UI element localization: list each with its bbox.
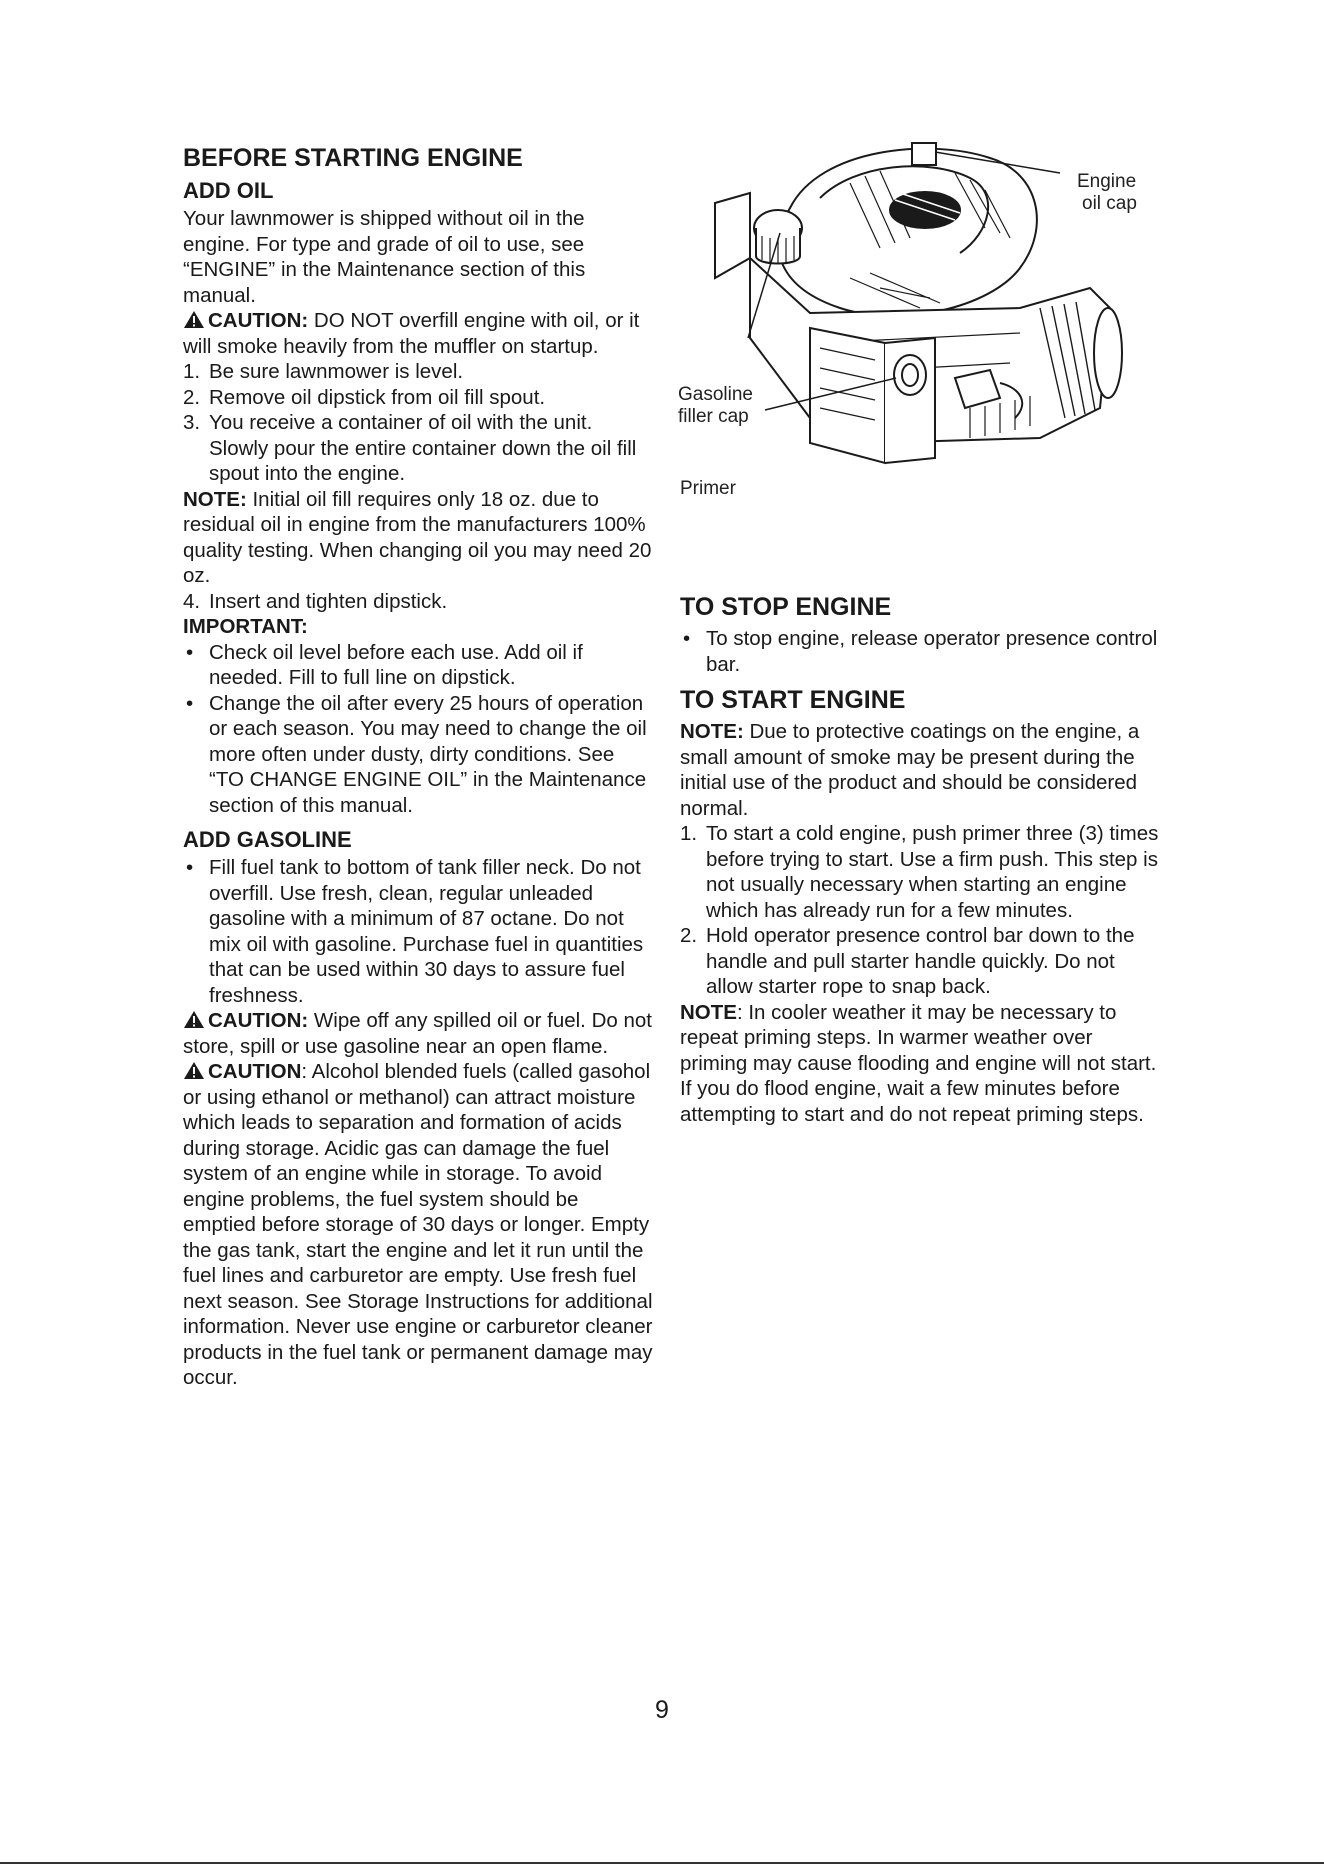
oil-caution <box>183 308 653 359</box>
start-note-1 <box>680 719 1160 821</box>
caution-label: CAUTION: <box>208 309 309 332</box>
engine-illustration <box>670 138 1170 523</box>
caution-text: : Alcohol blended fuels (called gasohol or using ethanol or methanol) can attract moisture which leads to separation and formation of acids during storage. Acidic gas can damage the fuel system of an engine while in storage. To avoid engine problems, the fuel system should be emptied before storage of 30 days or longer. Empty the gas tank, start the engine and let it run until the fuel lines and carburetor are empty. Use fresh fuel next season. See Storage Instructions for additional information. Never use engine or carburetor cleaner products in the fuel tank or permanent damage may occur. <box>183 1060 653 1389</box>
start-note-2 <box>680 1000 1160 1128</box>
list-item <box>680 923 1160 1000</box>
caution-label: CAUTION <box>208 1060 302 1083</box>
page-number: 9 <box>655 1696 669 1724</box>
callout-primer <box>680 478 736 500</box>
caution-text: Wipe off any spilled oil or fuel. Do not store, spill or use gasoline near an open flame. <box>183 1009 652 1058</box>
step-text: To start a cold engine, push primer three (3) times before trying to start. Use a firm push. This step is not usually necessary when starting an engine which has already run for a few minutes. <box>706 822 1159 922</box>
bullet-text: Fill fuel tank to bottom of tank filler neck. Do not overfill. Use fresh, clean, regular unleaded gasoline with a minimum of 87 octane. Do not mix oil with gasoline. Purchase fuel in quantities that can be used within 30 days to assure fuel freshness. <box>209 856 644 1007</box>
start-engine-heading: TO START ENGINE <box>680 686 906 714</box>
bullet-text: Change the oil after every 25 hours of operation or each season. You may need to change the oil more often under dusty, dirty conditions. See “TO CHANGE ENGINE OIL” in the Maintenance section of this manual. <box>209 691 647 817</box>
callout-text: Primer <box>680 478 736 499</box>
add-gasoline-heading: ADD GASOLINE <box>183 827 352 852</box>
note-text: : In cooler weather it may be necessary to repeat priming steps. In warmer weather over priming may cause flooding and engine will not start. If you do flood engine, wait a few minutes before attempting to start and do not repeat priming steps. <box>680 1000 1157 1126</box>
callout-text: Gasoline <box>678 384 753 405</box>
bullet-icon: • <box>186 856 194 879</box>
start-engine-steps <box>680 821 1160 1000</box>
important-bullets <box>183 640 653 819</box>
gasoline-caution-2 <box>183 1059 653 1391</box>
step-number: 4. <box>183 589 201 613</box>
caution-text: DO NOT overfill engine with oil, or it will smoke heavily from the muffler on startup. <box>183 309 640 358</box>
list-item <box>183 589 653 615</box>
list-item <box>183 691 653 819</box>
important-label: IMPORTANT: <box>183 615 308 638</box>
list-item <box>183 855 653 1008</box>
warning-icon <box>183 310 205 329</box>
step-number: 2. <box>183 385 201 409</box>
gasoline-bullets <box>183 855 653 1008</box>
bullet-text: To stop engine, release operator presence control bar. <box>706 627 1158 676</box>
section-title: BEFORE STARTING ENGINE <box>183 144 523 172</box>
callout-gasoline-filler-cap <box>678 384 753 428</box>
stop-engine-bullets <box>680 626 1160 677</box>
gasoline-caution-1 <box>183 1008 653 1059</box>
note-text: Due to protective coatings on the engine, a small amount of smoke may be present during the initial use of the product and should be considered normal. <box>680 720 1140 820</box>
callout-text: oil cap <box>1082 193 1137 214</box>
add-oil-steps <box>183 359 653 487</box>
callout-engine-oil-cap <box>1077 171 1137 215</box>
caution-label: CAUTION: <box>208 1009 309 1032</box>
list-item <box>183 385 653 411</box>
bullet-icon: • <box>683 627 691 650</box>
step-text: Hold operator presence control bar down to the handle and pull starter handle quickly. Do not allow starter rope to snap back. <box>706 924 1135 998</box>
step-text: Be sure lawnmower is level. <box>209 360 464 383</box>
step-number: 2. <box>680 924 698 947</box>
add-oil-intro: Your lawnmower is shipped without oil in the engine. For type and grade of oil to use, see “ENGINE” in the Maintenance section of this manual. <box>183 207 586 307</box>
list-item <box>183 640 653 691</box>
add-oil-heading: ADD OIL <box>183 178 274 203</box>
step-number: 1. <box>680 822 698 845</box>
oil-note <box>183 487 653 589</box>
step-text: You receive a container of oil with the unit. Slowly pour the entire container down the oil fill spout into the engine. <box>209 411 637 485</box>
step-text: Insert and tighten dipstick. <box>209 589 448 613</box>
callout-text: Engine <box>1077 171 1137 192</box>
warning-icon <box>183 1061 205 1080</box>
callout-text: filler cap <box>678 406 749 427</box>
note-text: Initial oil fill requires only 18 oz. due to residual oil in engine from the manufacturers 100% quality testing. When changing oil you may need 20 oz. <box>183 487 652 587</box>
list-item <box>680 626 1160 677</box>
add-oil-step-4 <box>183 589 653 615</box>
right-column <box>680 592 1160 1127</box>
warning-icon <box>183 1010 205 1029</box>
bullet-text: Check oil level before each use. Add oil if needed. Fill to full line on dipstick. <box>209 640 583 689</box>
note-label: NOTE: <box>183 487 247 511</box>
step-number: 1. <box>183 360 201 383</box>
stop-engine-heading: TO STOP ENGINE <box>680 593 892 621</box>
bullet-icon: • <box>186 691 194 715</box>
list-item <box>680 821 1160 923</box>
list-item <box>183 359 653 385</box>
bullet-icon: • <box>186 640 194 664</box>
left-column <box>183 143 653 1391</box>
note-label: NOTE: <box>680 720 744 743</box>
step-number: 3. <box>183 411 201 434</box>
list-item <box>183 410 653 487</box>
bottom-rule <box>0 1862 1324 1864</box>
note-label: NOTE <box>680 1000 737 1024</box>
step-text: Remove oil dipstick from oil fill spout. <box>209 385 546 409</box>
